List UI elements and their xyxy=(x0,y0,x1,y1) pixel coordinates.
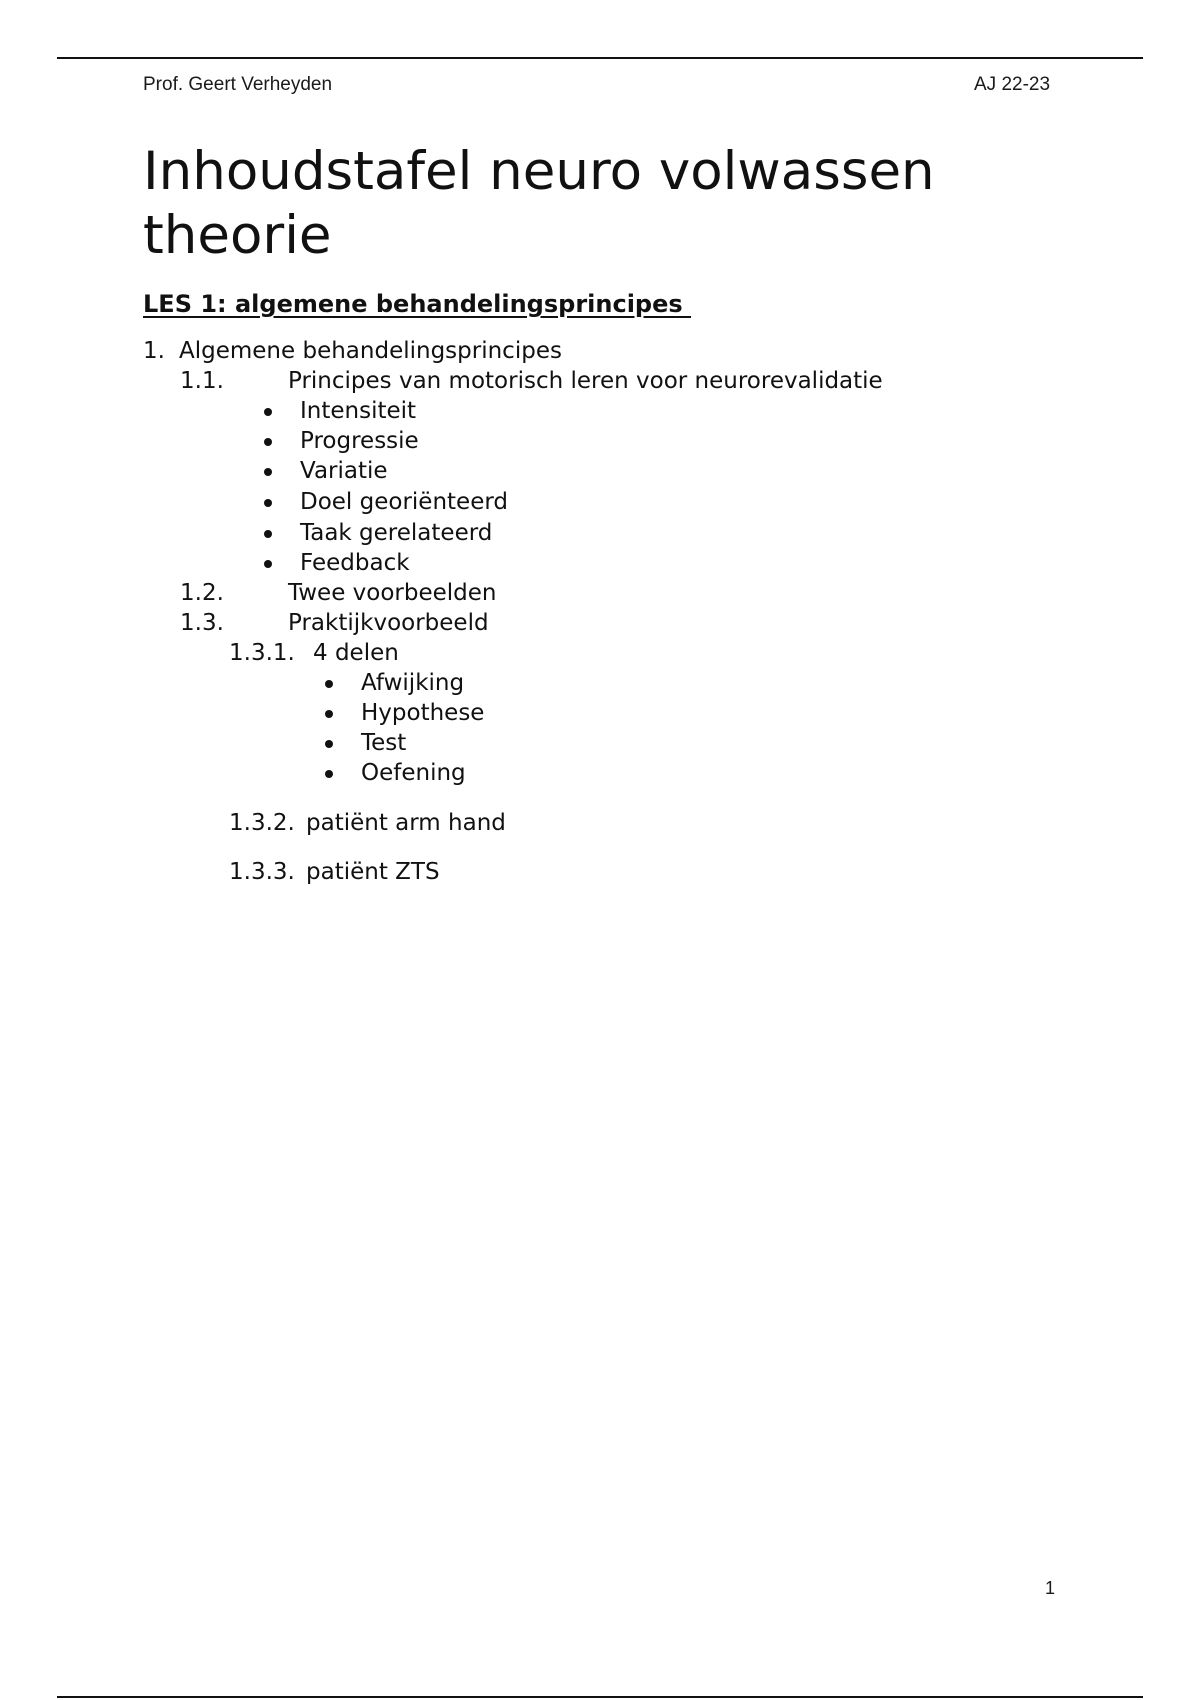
toc-label: patiënt arm hand xyxy=(306,810,506,836)
page-title: Inhoudstafel neuro volwassen theorie xyxy=(143,141,935,266)
bullet-icon xyxy=(325,770,333,778)
toc-number: 1.1. xyxy=(180,368,224,394)
bullet-icon xyxy=(264,560,272,568)
toc-label: Algemene behandelingsprincipes xyxy=(179,338,562,364)
toc-bullet-label: Test xyxy=(361,730,407,756)
toc-bullet-label: Feedback xyxy=(300,550,410,576)
page-number: 1 xyxy=(1045,1578,1056,1598)
bullet-icon xyxy=(264,408,272,416)
header-rule xyxy=(57,57,1143,59)
toc-number: 1.3.1. xyxy=(229,640,295,666)
header-academic-year: AJ 22-23 xyxy=(974,74,1051,95)
toc-bullet-label: Taak gerelateerd xyxy=(300,520,493,546)
header-author: Prof. Geert Verheyden xyxy=(143,74,333,95)
toc-bullet-label: Doel georiënteerd xyxy=(300,489,508,515)
footer-rule xyxy=(57,1696,1143,1698)
bullet-icon xyxy=(264,530,272,538)
toc-label: 4 delen xyxy=(313,640,399,666)
toc-bullet-label: Intensiteit xyxy=(300,398,417,424)
bullet-icon xyxy=(325,740,333,748)
lesson-heading: LES 1: algemene behandelingsprincipes xyxy=(143,290,692,318)
toc-bullet-label: Variatie xyxy=(300,458,388,484)
toc-label: patiënt ZTS xyxy=(306,859,440,885)
bullet-icon xyxy=(264,438,272,446)
toc-bullet-label: Hypothese xyxy=(361,700,485,726)
bullet-icon xyxy=(264,468,272,476)
toc-bullet-label: Oefening xyxy=(361,760,466,786)
toc-number: 1.2. xyxy=(180,580,224,606)
toc-bullet-label: Progressie xyxy=(300,428,419,454)
toc-number: 1.3.2. xyxy=(229,810,295,836)
toc-bullet-label: Afwijking xyxy=(361,670,465,696)
toc-number: 1.3. xyxy=(180,610,224,636)
bullet-icon xyxy=(325,680,333,688)
toc-number: 1. xyxy=(143,338,165,364)
toc-label: Principes van motorisch leren voor neurorevalidatie xyxy=(288,368,883,394)
bullet-icon xyxy=(325,710,333,718)
toc-label: Praktijkvoorbeeld xyxy=(288,610,489,636)
toc-label: Twee voorbeelden xyxy=(288,580,497,606)
bullet-icon xyxy=(264,499,272,507)
toc-number: 1.3.3. xyxy=(229,859,295,885)
